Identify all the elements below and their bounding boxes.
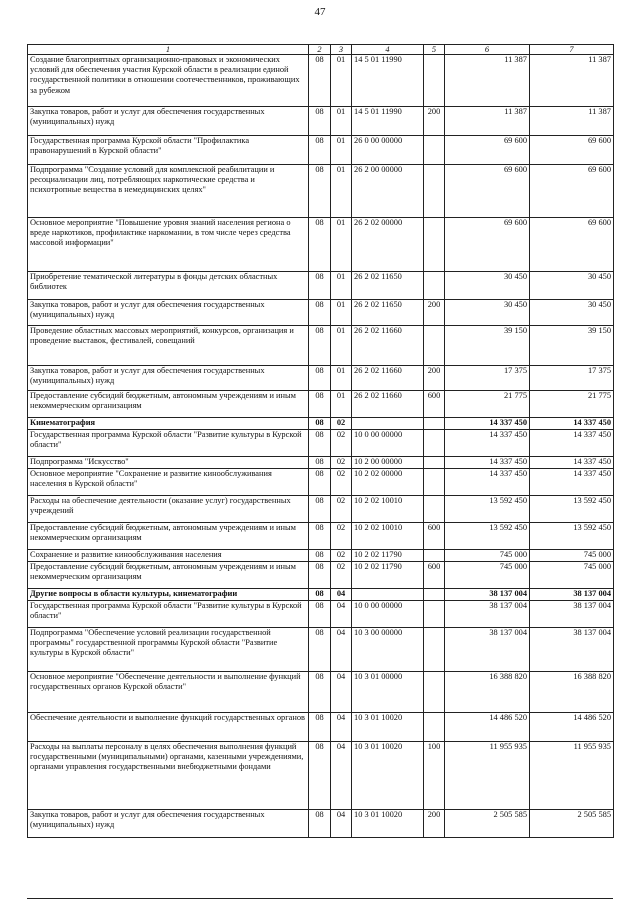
row-subsection-cell: 02 xyxy=(331,430,352,457)
row-amount-1-cell: 2 505 585 xyxy=(445,810,530,838)
row-amount-1-cell: 69 600 xyxy=(445,136,530,165)
row-amount-1-cell: 17 375 xyxy=(445,366,530,391)
table-row xyxy=(28,218,614,272)
row-subsection-cell: 01 xyxy=(331,218,352,272)
table-row xyxy=(28,469,614,496)
row-expense-type-cell: 200 xyxy=(424,810,445,838)
table-body xyxy=(28,55,614,838)
row-expense-type-cell: 200 xyxy=(424,107,445,136)
row-target-article-cell: 26 2 02 11660 xyxy=(352,391,424,418)
row-subsection-cell: 02 xyxy=(331,562,352,589)
table-row xyxy=(28,300,614,326)
row-name-cell: Закупка товаров, работ и услуг для обеспечения государственных (муниципальных) нужд xyxy=(28,107,309,136)
row-name-cell: Расходы на выплаты персоналу в целях обеспечения выполнения функций государственными (муниципальными) органами, казенными учреждениями, органами управления государственными внебюджетными фондами xyxy=(28,742,309,810)
row-subsection-cell: 02 xyxy=(331,550,352,562)
table-row xyxy=(28,430,614,457)
row-amount-1-cell: 14 337 450 xyxy=(445,430,530,457)
row-amount-2-cell: 11 387 xyxy=(530,107,614,136)
row-name-cell: Сохранение и развитие кинообслуживания населения xyxy=(28,550,309,562)
table-row xyxy=(28,457,614,469)
table-row xyxy=(28,810,614,838)
row-section-cell: 08 xyxy=(309,272,331,300)
column-header-vr: 5 xyxy=(424,45,445,55)
row-subsection-cell: 02 xyxy=(331,418,352,430)
row-name-cell: Обеспечение деятельности и выполнение функций государственных органов xyxy=(28,713,309,742)
row-subsection-cell: 01 xyxy=(331,366,352,391)
row-target-article-cell: 10 3 00 00000 xyxy=(352,628,424,672)
row-target-article-cell xyxy=(352,418,424,430)
row-amount-1-cell: 38 137 004 xyxy=(445,628,530,672)
row-amount-1-cell: 11 955 935 xyxy=(445,742,530,810)
row-amount-1-cell: 14 337 450 xyxy=(445,457,530,469)
row-amount-2-cell: 38 137 004 xyxy=(530,601,614,628)
row-subsection-cell: 01 xyxy=(331,55,352,107)
row-name-cell: Государственная программа Курской области "Развитие культуры в Курской области" xyxy=(28,601,309,628)
row-subsection-cell: 01 xyxy=(331,107,352,136)
row-expense-type-cell: 600 xyxy=(424,562,445,589)
row-expense-type-cell: 600 xyxy=(424,391,445,418)
row-amount-2-cell: 2 505 585 xyxy=(530,810,614,838)
row-amount-2-cell: 16 388 820 xyxy=(530,672,614,713)
row-subsection-cell: 04 xyxy=(331,589,352,601)
row-name-cell: Государственная программа Курской области "Профилактика правонарушений в Курской области" xyxy=(28,136,309,165)
row-amount-2-cell: 745 000 xyxy=(530,562,614,589)
row-target-article-cell: 26 2 02 11650 xyxy=(352,300,424,326)
row-amount-2-cell: 745 000 xyxy=(530,550,614,562)
row-amount-2-cell: 38 137 004 xyxy=(530,589,614,601)
row-subsection-cell: 01 xyxy=(331,300,352,326)
row-section-cell: 08 xyxy=(309,300,331,326)
row-expense-type-cell xyxy=(424,430,445,457)
row-target-article-cell: 10 2 02 10010 xyxy=(352,496,424,523)
row-expense-type-cell: 600 xyxy=(424,523,445,550)
row-amount-2-cell: 13 592 450 xyxy=(530,496,614,523)
table-row xyxy=(28,391,614,418)
row-amount-2-cell: 30 450 xyxy=(530,300,614,326)
table-row xyxy=(28,366,614,391)
row-amount-1-cell: 30 450 xyxy=(445,272,530,300)
row-amount-1-cell: 38 137 004 xyxy=(445,589,530,601)
row-expense-type-cell xyxy=(424,469,445,496)
row-target-article-cell: 10 2 02 10010 xyxy=(352,523,424,550)
page-bottom-rule xyxy=(27,898,613,899)
row-name-cell: Подпрограмма "Искусство" xyxy=(28,457,309,469)
table-row xyxy=(28,713,614,742)
row-section-cell: 08 xyxy=(309,523,331,550)
row-section-cell: 08 xyxy=(309,601,331,628)
row-target-article-cell: 26 2 02 11660 xyxy=(352,326,424,366)
row-subsection-cell: 02 xyxy=(331,469,352,496)
row-expense-type-cell xyxy=(424,326,445,366)
table-row xyxy=(28,165,614,218)
row-name-cell: Основное мероприятие "Сохранение и развитие кинообслуживания населения в Курской области" xyxy=(28,469,309,496)
row-target-article-cell: 26 2 02 00000 xyxy=(352,218,424,272)
row-section-cell: 08 xyxy=(309,218,331,272)
row-expense-type-cell: 100 xyxy=(424,742,445,810)
row-amount-1-cell: 14 337 450 xyxy=(445,418,530,430)
row-section-cell: 08 xyxy=(309,672,331,713)
row-section-cell: 08 xyxy=(309,165,331,218)
row-subsection-cell: 02 xyxy=(331,457,352,469)
row-expense-type-cell xyxy=(424,628,445,672)
row-expense-type-cell xyxy=(424,218,445,272)
row-expense-type-cell xyxy=(424,418,445,430)
row-subsection-cell: 04 xyxy=(331,713,352,742)
table-row xyxy=(28,418,614,430)
column-header-amount-2: 7 xyxy=(530,45,614,55)
row-section-cell: 08 xyxy=(309,418,331,430)
row-amount-2-cell: 11 387 xyxy=(530,55,614,107)
row-target-article-cell: 10 2 02 11790 xyxy=(352,562,424,589)
row-amount-2-cell: 30 450 xyxy=(530,272,614,300)
row-expense-type-cell: 200 xyxy=(424,366,445,391)
row-subsection-cell: 02 xyxy=(331,496,352,523)
row-name-cell: Подпрограмма "Обеспечение условий реализации государственной программы" государственной программы Курской области "Развитие культуры в Курской области" xyxy=(28,628,309,672)
row-section-cell: 08 xyxy=(309,713,331,742)
row-amount-2-cell: 14 337 450 xyxy=(530,418,614,430)
row-amount-2-cell: 21 775 xyxy=(530,391,614,418)
row-name-cell: Предоставление субсидий бюджетным, автономным учреждениям и иным некоммерческим организациям xyxy=(28,391,309,418)
row-subsection-cell: 02 xyxy=(331,523,352,550)
row-section-cell: 08 xyxy=(309,136,331,165)
row-target-article-cell: 10 2 02 00000 xyxy=(352,469,424,496)
row-name-cell: Предоставление субсидий бюджетным, автономным учреждениям и иным некоммерческим организациям xyxy=(28,562,309,589)
row-section-cell: 08 xyxy=(309,391,331,418)
table-row xyxy=(28,136,614,165)
column-header-csr: 4 xyxy=(352,45,424,55)
table-row xyxy=(28,589,614,601)
row-section-cell: 08 xyxy=(309,628,331,672)
row-amount-1-cell: 16 388 820 xyxy=(445,672,530,713)
page-number: 47 xyxy=(314,6,326,18)
row-amount-2-cell: 38 137 004 xyxy=(530,628,614,672)
row-target-article-cell: 10 2 02 11790 xyxy=(352,550,424,562)
table-row xyxy=(28,272,614,300)
row-amount-1-cell: 13 592 450 xyxy=(445,496,530,523)
row-target-article-cell: 26 2 00 00000 xyxy=(352,165,424,218)
row-name-cell: Расходы на обеспечение деятельности (оказание услуг) государственных учреждений xyxy=(28,496,309,523)
row-target-article-cell: 10 0 00 00000 xyxy=(352,601,424,628)
row-amount-2-cell: 69 600 xyxy=(530,218,614,272)
row-section-cell: 08 xyxy=(309,589,331,601)
column-header-name: 1 xyxy=(28,45,309,55)
row-target-article-cell: 10 3 01 10020 xyxy=(352,742,424,810)
row-section-cell: 08 xyxy=(309,55,331,107)
row-amount-1-cell: 69 600 xyxy=(445,218,530,272)
budget-table xyxy=(27,44,614,838)
row-amount-1-cell: 14 486 520 xyxy=(445,713,530,742)
row-expense-type-cell xyxy=(424,165,445,218)
row-amount-1-cell: 21 775 xyxy=(445,391,530,418)
row-expense-type-cell: 200 xyxy=(424,300,445,326)
row-expense-type-cell xyxy=(424,55,445,107)
row-section-cell: 08 xyxy=(309,469,331,496)
row-amount-2-cell: 14 337 450 xyxy=(530,457,614,469)
row-target-article-cell xyxy=(352,589,424,601)
row-target-article-cell: 10 3 01 00000 xyxy=(352,672,424,713)
row-subsection-cell: 04 xyxy=(331,628,352,672)
row-target-article-cell: 14 5 01 11990 xyxy=(352,55,424,107)
row-expense-type-cell xyxy=(424,136,445,165)
row-target-article-cell: 14 5 01 11990 xyxy=(352,107,424,136)
table-row xyxy=(28,496,614,523)
row-target-article-cell: 26 2 02 11660 xyxy=(352,366,424,391)
row-section-cell: 08 xyxy=(309,326,331,366)
row-target-article-cell: 10 3 01 10020 xyxy=(352,810,424,838)
column-header-rz: 2 xyxy=(309,45,331,55)
row-amount-2-cell: 14 486 520 xyxy=(530,713,614,742)
row-section-cell: 08 xyxy=(309,550,331,562)
row-section-cell: 08 xyxy=(309,496,331,523)
row-amount-1-cell: 13 592 450 xyxy=(445,523,530,550)
row-amount-1-cell: 30 450 xyxy=(445,300,530,326)
row-name-cell: Закупка товаров, работ и услуг для обеспечения государственных (муниципальных) нужд xyxy=(28,366,309,391)
column-header-amount-1: 6 xyxy=(445,45,530,55)
table-row xyxy=(28,742,614,810)
row-amount-2-cell: 69 600 xyxy=(530,165,614,218)
row-section-cell: 08 xyxy=(309,366,331,391)
table-row xyxy=(28,107,614,136)
row-section-cell: 08 xyxy=(309,457,331,469)
table-row xyxy=(28,523,614,550)
row-expense-type-cell xyxy=(424,550,445,562)
table-row xyxy=(28,672,614,713)
row-target-article-cell: 10 3 01 10020 xyxy=(352,713,424,742)
table-row xyxy=(28,55,614,107)
row-section-cell: 08 xyxy=(309,562,331,589)
row-amount-1-cell: 38 137 004 xyxy=(445,601,530,628)
row-name-cell: Проведение областных массовых мероприятий, конкурсов, организация и проведение выставок, фестивалей, совещаний xyxy=(28,326,309,366)
table-row xyxy=(28,628,614,672)
row-subsection-cell: 01 xyxy=(331,326,352,366)
row-expense-type-cell xyxy=(424,713,445,742)
row-subsection-cell: 01 xyxy=(331,391,352,418)
row-expense-type-cell xyxy=(424,272,445,300)
row-subsection-cell: 04 xyxy=(331,742,352,810)
row-section-cell: 08 xyxy=(309,430,331,457)
row-name-cell: Создание благоприятных организационно-правовых и экономических условий для обеспечения участия Курской области в реализации единой государственной политики в отношении соотечественников, проживающих за рубежом xyxy=(28,55,309,107)
row-amount-2-cell: 14 337 450 xyxy=(530,430,614,457)
row-expense-type-cell xyxy=(424,457,445,469)
row-amount-1-cell: 11 387 xyxy=(445,107,530,136)
row-name-cell: Кинематография xyxy=(28,418,309,430)
row-amount-1-cell: 14 337 450 xyxy=(445,469,530,496)
row-section-cell: 08 xyxy=(309,810,331,838)
row-amount-1-cell: 11 387 xyxy=(445,55,530,107)
row-name-cell: Закупка товаров, работ и услуг для обеспечения государственных (муниципальных) нужд xyxy=(28,810,309,838)
table-row xyxy=(28,562,614,589)
row-amount-2-cell: 14 337 450 xyxy=(530,469,614,496)
row-name-cell: Основное мероприятие "Обеспечение деятельности и выполнение функций государственных органов Курской области" xyxy=(28,672,309,713)
row-amount-1-cell: 745 000 xyxy=(445,550,530,562)
row-subsection-cell: 01 xyxy=(331,165,352,218)
row-amount-2-cell: 39 150 xyxy=(530,326,614,366)
table-row xyxy=(28,550,614,562)
row-target-article-cell: 26 0 00 00000 xyxy=(352,136,424,165)
table-row xyxy=(28,601,614,628)
row-section-cell: 08 xyxy=(309,107,331,136)
row-name-cell: Предоставление субсидий бюджетным, автономным учреждениям и иным некоммерческим организациям xyxy=(28,523,309,550)
row-section-cell: 08 xyxy=(309,742,331,810)
row-name-cell: Закупка товаров, работ и услуг для обеспечения государственных (муниципальных) нужд xyxy=(28,300,309,326)
row-amount-1-cell: 69 600 xyxy=(445,165,530,218)
row-target-article-cell: 10 2 00 00000 xyxy=(352,457,424,469)
row-amount-2-cell: 69 600 xyxy=(530,136,614,165)
row-amount-1-cell: 39 150 xyxy=(445,326,530,366)
row-expense-type-cell xyxy=(424,601,445,628)
row-subsection-cell: 04 xyxy=(331,810,352,838)
row-expense-type-cell xyxy=(424,496,445,523)
row-target-article-cell: 26 2 02 11650 xyxy=(352,272,424,300)
row-name-cell: Приобретение тематической литературы в фонды детских областных библиотек xyxy=(28,272,309,300)
row-amount-1-cell: 745 000 xyxy=(445,562,530,589)
row-name-cell: Основное мероприятие "Повышение уровня знаний населения региона о вреде наркотиков, профилактике наркомании, в том числе через средства массовой информации" xyxy=(28,218,309,272)
row-name-cell: Государственная программа Курской области "Развитие культуры в Курской области" xyxy=(28,430,309,457)
row-expense-type-cell xyxy=(424,672,445,713)
row-expense-type-cell xyxy=(424,589,445,601)
column-header-pr: 3 xyxy=(331,45,352,55)
row-subsection-cell: 04 xyxy=(331,672,352,713)
table-row xyxy=(28,326,614,366)
row-subsection-cell: 01 xyxy=(331,136,352,165)
row-name-cell: Подпрограмма "Создание условий для комплексной реабилитации и ресоциализации лиц, потребляющих наркотические средства и психотропные вещества в немедицинских целях" xyxy=(28,165,309,218)
row-amount-2-cell: 11 955 935 xyxy=(530,742,614,810)
row-target-article-cell: 10 0 00 00000 xyxy=(352,430,424,457)
row-amount-2-cell: 13 592 450 xyxy=(530,523,614,550)
row-subsection-cell: 04 xyxy=(331,601,352,628)
row-amount-2-cell: 17 375 xyxy=(530,366,614,391)
header-row xyxy=(28,45,614,55)
row-subsection-cell: 01 xyxy=(331,272,352,300)
row-name-cell: Другие вопросы в области культуры, кинематографии xyxy=(28,589,309,601)
